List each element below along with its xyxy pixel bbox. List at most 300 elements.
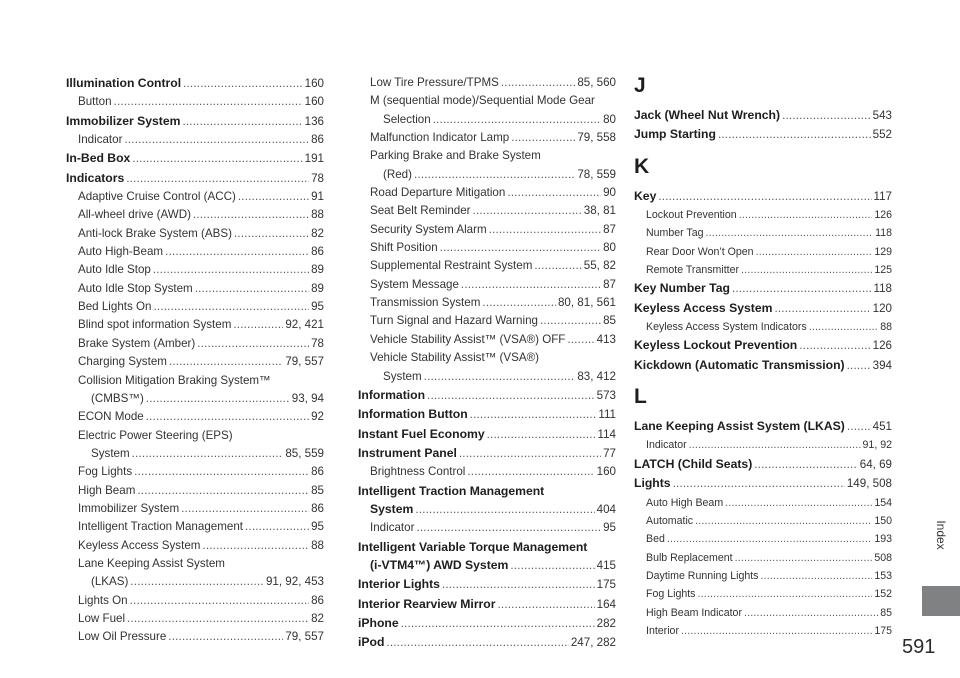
dot-leader: [130, 592, 309, 610]
index-subentry: [66, 482, 324, 500]
page-reference[interactable]: 88: [880, 321, 892, 334]
dot-leader: [658, 188, 871, 206]
entry-text: LATCH (Child Seats): [634, 456, 753, 471]
page-reference[interactable]: 508: [874, 551, 892, 564]
dot-leader: [809, 318, 878, 336]
page-reference[interactable]: 150: [874, 514, 892, 527]
page-reference[interactable]: 78: [311, 336, 324, 350]
page-reference[interactable]: 394: [872, 358, 892, 372]
index-entry: [634, 417, 892, 436]
dot-leader: [427, 387, 595, 405]
index-entry: [358, 425, 616, 444]
entry-text: Brake System (Amber): [78, 336, 196, 350]
index-subentry: [66, 261, 324, 279]
index-subentry: [358, 331, 616, 349]
entry-text: Lane Keeping Assist System: [78, 556, 225, 570]
dot-leader: [735, 549, 873, 567]
page-reference[interactable]: 64, 69: [859, 457, 892, 471]
dot-leader: [847, 357, 871, 375]
page-reference[interactable]: 89: [311, 263, 324, 277]
index-column-1: [66, 74, 324, 647]
dot-leader: [130, 573, 264, 591]
index-subentry: [66, 537, 324, 555]
entry-text: Remote Transmitter: [646, 264, 740, 277]
entry-text: Anti-lock Brake System (ABS): [78, 226, 232, 240]
index-subentry: [66, 628, 324, 646]
dot-leader: [756, 243, 873, 261]
dot-leader: [195, 280, 309, 298]
entry-text: System: [383, 369, 422, 383]
dot-leader: [416, 519, 601, 537]
entry-text: M (sequential mode)/Sequential Mode Gear: [370, 94, 595, 108]
index-entry: [634, 106, 892, 125]
page-reference[interactable]: 552: [872, 128, 892, 142]
entry-text: High Beam Indicator: [646, 606, 742, 619]
index-subentry: [66, 372, 324, 390]
entry-text: Adaptive Cruise Control (ACC): [78, 190, 236, 204]
page-reference[interactable]: 90: [603, 186, 616, 200]
entry-text: Collision Mitigation Braking System™: [78, 373, 271, 387]
dot-leader: [744, 604, 878, 622]
index-entry: [66, 74, 324, 93]
index-subentry: [358, 111, 616, 129]
dot-leader: [470, 406, 597, 424]
index-entry: [358, 405, 616, 424]
page-reference[interactable]: 80: [603, 241, 616, 255]
page-reference[interactable]: 129: [874, 245, 892, 258]
page-reference[interactable]: 85, 559: [285, 446, 324, 460]
page-reference[interactable]: 175: [874, 624, 892, 637]
dot-leader: [168, 628, 283, 646]
page-reference[interactable]: 160: [596, 465, 616, 479]
page-reference[interactable]: 415: [596, 558, 616, 572]
dot-leader: [489, 221, 601, 239]
index-letter-heading: K: [634, 154, 650, 178]
page-reference[interactable]: 88: [311, 208, 324, 222]
page-reference[interactable]: 175: [596, 578, 616, 592]
index-subentry: [66, 445, 324, 463]
dot-leader: [181, 500, 309, 518]
index-entry: [358, 500, 616, 519]
side-tab: [922, 0, 960, 592]
index-entry: [66, 149, 324, 168]
index-entry: [66, 169, 324, 188]
index-entry: [358, 444, 616, 463]
entry-text: Jump Starting: [634, 127, 716, 142]
entry-text: Electric Power Steering (EPS): [78, 428, 233, 442]
dot-leader: [234, 225, 309, 243]
page-reference[interactable]: 152: [874, 588, 892, 601]
dot-leader: [401, 615, 595, 633]
dot-leader: [169, 353, 283, 371]
page-reference[interactable]: 86: [311, 593, 324, 607]
dot-leader: [146, 408, 309, 426]
entry-text: (Red): [383, 167, 412, 181]
index-subentry: [66, 592, 324, 610]
index-entry: [358, 614, 616, 633]
index-entry: [634, 187, 892, 206]
entry-text: Instant Fuel Economy: [358, 426, 485, 441]
index-entry: [634, 299, 892, 318]
index-subentry: [358, 129, 616, 147]
index-subentry: [66, 353, 324, 371]
dot-leader: [146, 390, 290, 408]
page-reference[interactable]: 117: [873, 189, 892, 203]
dot-leader: [501, 74, 575, 92]
index-subentry: [66, 225, 324, 243]
page-reference[interactable]: 91: [311, 190, 324, 204]
dot-leader: [467, 463, 594, 481]
dot-leader: [732, 280, 872, 298]
dot-leader: [482, 294, 556, 312]
dot-leader: [718, 126, 871, 144]
page-reference[interactable]: 83, 412: [577, 369, 616, 383]
page-reference[interactable]: 86: [311, 465, 324, 479]
page-reference[interactable]: 193: [874, 533, 892, 546]
entry-text: Vehicle Stability Assist™ (VSA®) OFF: [370, 332, 566, 346]
entry-text: Bed: [646, 533, 665, 546]
entry-text: Kickdown (Automatic Transmission): [634, 357, 845, 372]
page-reference[interactable]: 154: [874, 496, 892, 509]
page-reference[interactable]: 79, 557: [285, 630, 324, 644]
page-reference[interactable]: 80, 81, 561: [557, 296, 616, 310]
index-subentry: [66, 463, 324, 481]
dot-leader: [782, 107, 871, 125]
index-subentry: [358, 184, 616, 202]
entry-text: Brightness Control: [370, 465, 466, 479]
page-reference[interactable]: 86: [311, 133, 324, 147]
entry-text: Auto Idle Stop: [78, 263, 151, 277]
entry-text: Indicator: [370, 521, 415, 535]
index-subentry: [66, 316, 324, 334]
dot-leader: [442, 576, 595, 594]
page-reference[interactable]: 95: [311, 300, 324, 314]
index-letter-heading: J: [634, 74, 646, 97]
entry-text: System Message: [370, 277, 459, 291]
page-reference[interactable]: 404: [596, 502, 616, 516]
dot-leader: [433, 111, 601, 129]
entry-text: Lights On: [78, 593, 128, 607]
page-reference[interactable]: 125: [874, 264, 892, 277]
index-column-3: [634, 74, 892, 640]
entry-text: Transmission System: [370, 296, 481, 310]
dot-leader: [132, 150, 302, 168]
dot-leader: [459, 445, 601, 463]
page-reference[interactable]: 78, 559: [577, 167, 616, 181]
page-reference[interactable]: 126: [872, 339, 892, 353]
entry-text: Information Button: [358, 407, 468, 422]
entry-text: Number Tag: [646, 227, 704, 240]
dot-leader: [741, 261, 872, 279]
entry-text: Selection: [383, 112, 431, 126]
page-reference[interactable]: 573: [596, 388, 616, 402]
entry-text: Turn Signal and Hazard Warning: [370, 314, 538, 328]
page-reference[interactable]: 82: [311, 226, 324, 240]
index-subentry: [358, 463, 616, 481]
index-subentry: [66, 243, 324, 261]
dot-leader: [540, 312, 601, 330]
index-column-2: [358, 74, 616, 653]
entry-text: Low Fuel: [78, 611, 126, 625]
page-reference[interactable]: 111: [598, 408, 616, 422]
page-number: 591: [902, 636, 936, 658]
index-entry: [634, 125, 892, 144]
dot-leader: [760, 567, 872, 585]
index-subentry: [358, 312, 616, 330]
dot-leader: [507, 184, 601, 202]
index-subentry: [358, 519, 616, 537]
page-reference[interactable]: 95: [311, 520, 324, 534]
page-reference[interactable]: 282: [596, 616, 616, 630]
page-reference[interactable]: 38, 81: [583, 204, 616, 218]
index-subentry: [634, 567, 892, 585]
page-reference[interactable]: 89: [311, 281, 324, 295]
entry-text: Keyless Access System: [78, 538, 201, 552]
index-subentry: [358, 257, 616, 275]
dot-leader: [473, 202, 582, 220]
dot-leader: [725, 494, 872, 512]
entry-text: Lockout Prevention: [646, 209, 737, 222]
dot-leader: [440, 239, 601, 257]
page-reference[interactable]: 413: [596, 332, 616, 346]
page-reference[interactable]: 55, 82: [583, 259, 616, 273]
entry-text: (LKAS): [91, 575, 129, 589]
entry-text: Seat Belt Reminder: [370, 204, 471, 218]
index-subentry: [634, 604, 892, 622]
page-reference[interactable]: 85: [603, 314, 616, 328]
index-subentry: [66, 188, 324, 206]
index-entry: [634, 356, 892, 375]
entry-text: Parking Brake and Brake System: [370, 149, 541, 163]
page-reference[interactable]: 80: [603, 112, 616, 126]
index-letter-heading: L: [634, 385, 647, 409]
dot-leader: [754, 456, 858, 474]
index-subentry: [634, 243, 892, 261]
entry-text: Immobilizer System: [66, 113, 181, 128]
index-subentry: [358, 202, 616, 220]
page-reference[interactable]: 247, 282: [570, 636, 616, 650]
entry-text: (CMBS™): [91, 391, 144, 405]
page-reference[interactable]: 160: [304, 77, 324, 90]
index-subentry: [358, 368, 616, 386]
page-reference[interactable]: 153: [874, 569, 892, 582]
dot-leader: [673, 475, 845, 493]
dot-leader: [134, 463, 309, 481]
index-subentry: [634, 224, 892, 242]
index-subentry: [66, 280, 324, 298]
dot-leader: [689, 436, 861, 454]
page-reference[interactable]: 85: [880, 606, 892, 619]
dot-leader: [567, 331, 594, 349]
index-subentry: [634, 318, 892, 336]
index-subentry: [358, 221, 616, 239]
dot-leader: [697, 585, 872, 603]
index-subentry: [358, 239, 616, 257]
index-entry: [358, 386, 616, 405]
entry-text: Interior: [646, 624, 679, 637]
index-subentry: [66, 427, 324, 445]
dot-leader: [534, 257, 581, 275]
dot-leader: [153, 298, 309, 316]
page-reference[interactable]: 91, 92, 453: [265, 575, 324, 589]
dot-leader: [126, 170, 309, 188]
entry-text: Bed Lights On: [78, 300, 152, 314]
index-subentry: [634, 622, 892, 640]
index-entry: [358, 556, 616, 575]
entry-text: Charging System: [78, 355, 167, 369]
entry-text: Vehicle Stability Assist™ (VSA®): [370, 351, 539, 365]
page-reference[interactable]: 160: [304, 95, 324, 109]
index-entry: [358, 482, 616, 500]
index-entry: [358, 538, 616, 556]
dot-leader: [153, 261, 309, 279]
page-reference[interactable]: 93, 94: [291, 391, 324, 405]
page-reference[interactable]: 92: [311, 410, 324, 424]
page-reference[interactable]: 92, 421: [285, 318, 324, 332]
index-subentry: [358, 147, 616, 165]
dot-leader: [847, 418, 871, 436]
dot-leader: [165, 243, 309, 261]
index-entry: [634, 474, 892, 493]
entry-text: (i-VTM4™) AWD System: [370, 557, 509, 572]
page-reference[interactable]: 86: [311, 245, 324, 259]
index-subentry: [66, 518, 324, 536]
dot-leader: [202, 537, 309, 555]
entry-text: Intelligent Variable Torque Management: [358, 539, 588, 554]
page-reference[interactable]: 87: [603, 277, 616, 291]
index-subentry: [634, 261, 892, 279]
page-reference[interactable]: 85, 560: [577, 76, 616, 89]
page-reference[interactable]: 82: [311, 611, 324, 625]
entry-text: Lights: [634, 476, 671, 491]
page-reference[interactable]: 136: [304, 114, 324, 128]
page-reference[interactable]: 79, 558: [577, 131, 616, 145]
index-entry: [634, 336, 892, 355]
entry-text: In-Bed Box: [66, 151, 131, 166]
dot-leader: [511, 129, 575, 147]
entry-text: System: [370, 501, 414, 516]
dot-leader: [510, 557, 594, 575]
dot-leader: [739, 206, 873, 224]
index-entry: [66, 112, 324, 131]
page-reference[interactable]: 79, 557: [285, 355, 324, 369]
index-subentry: [66, 408, 324, 426]
dot-leader: [667, 530, 872, 548]
dot-leader: [415, 501, 594, 519]
index-subentry: [358, 166, 616, 184]
index-subentry: [358, 74, 616, 92]
entry-text: Blind spot information System: [78, 318, 232, 332]
index-subentry: [66, 131, 324, 149]
dot-leader: [774, 300, 870, 318]
entry-text: High Beam: [78, 483, 136, 497]
dot-leader: [695, 512, 872, 530]
index-subentry: [358, 349, 616, 367]
index-subentry: [66, 500, 324, 518]
index-subentry: [634, 512, 892, 530]
index-subentry: [634, 436, 892, 454]
dot-leader: [487, 426, 596, 444]
index-subentry: [634, 549, 892, 567]
index-entry: [634, 279, 892, 298]
index-subentry: [358, 294, 616, 312]
index-subentry: [634, 585, 892, 603]
page-reference[interactable]: 543: [872, 109, 892, 122]
entry-text: Auto Idle Stop System: [78, 281, 193, 295]
dot-leader: [182, 113, 302, 131]
page-reference[interactable]: 120: [872, 301, 892, 315]
entry-text: Indicator: [646, 439, 687, 452]
dot-leader: [681, 622, 872, 640]
page-reference[interactable]: 85: [311, 483, 324, 497]
dot-leader: [424, 368, 576, 386]
index-entry: [634, 455, 892, 474]
page-reference[interactable]: 86: [311, 501, 324, 515]
page-reference[interactable]: 164: [596, 597, 616, 611]
entry-text: ECON Mode: [78, 410, 144, 424]
entry-text: Low Tire Pressure/TPMS: [370, 76, 499, 89]
entry-text: Keyless Access System Indicators: [646, 321, 807, 334]
entry-text: Rear Door Won’t Open: [646, 245, 754, 258]
dot-leader: [386, 634, 568, 652]
page-reference[interactable]: 78: [311, 171, 324, 185]
page-reference[interactable]: 191: [304, 152, 324, 166]
entry-text: Key Number Tag: [634, 281, 730, 296]
index-entry: [358, 595, 616, 614]
entry-text: Shift Position: [370, 241, 438, 255]
entry-text: Intelligent Traction Management: [358, 483, 545, 498]
page-reference[interactable]: 87: [603, 222, 616, 236]
page-reference[interactable]: 126: [874, 209, 892, 222]
page-reference[interactable]: 149, 508: [846, 477, 892, 491]
entry-text: Supplemental Restraint System: [370, 259, 533, 273]
index-subentry: [66, 206, 324, 224]
page-reference[interactable]: 91, 92: [862, 439, 892, 452]
entry-text: Security System Alarm: [370, 222, 487, 236]
index-subentry: [634, 530, 892, 548]
index-subentry: [66, 555, 324, 573]
entry-text: System: [91, 446, 130, 460]
page-reference[interactable]: 118: [875, 227, 892, 240]
index-subentry: [634, 206, 892, 224]
entry-text: Keyless Lockout Prevention: [634, 338, 798, 353]
page-reference[interactable]: 118: [873, 282, 892, 296]
entry-text: Daytime Running Lights: [646, 569, 759, 582]
dot-leader: [706, 224, 874, 242]
entry-text: Keyless Access System: [634, 300, 773, 315]
entry-text: Auto High-Beam: [78, 245, 164, 259]
page-reference[interactable]: 88: [311, 538, 324, 552]
page-reference[interactable]: 95: [603, 521, 616, 535]
page-reference[interactable]: 451: [872, 420, 892, 434]
entry-text: Road Departure Mitigation: [370, 186, 506, 200]
dot-leader: [183, 75, 303, 93]
dot-leader: [127, 610, 309, 628]
entry-text: Information: [358, 387, 426, 402]
entry-text: Intelligent Traction Management: [78, 520, 243, 534]
entry-text: Jack (Wheel Nut Wrench): [634, 108, 781, 122]
page-reference[interactable]: 77: [603, 446, 616, 460]
index-subentry: [66, 610, 324, 628]
entry-text: Interior Rearview Mirror: [358, 596, 496, 611]
index-subentry: [66, 298, 324, 316]
index-subentry: [358, 92, 616, 110]
entry-text: Auto High Beam: [646, 496, 724, 509]
page-reference[interactable]: 114: [597, 427, 616, 441]
entry-text: Fog Lights: [646, 588, 696, 601]
index-subentry: [358, 276, 616, 294]
entry-text: Key: [634, 188, 657, 203]
